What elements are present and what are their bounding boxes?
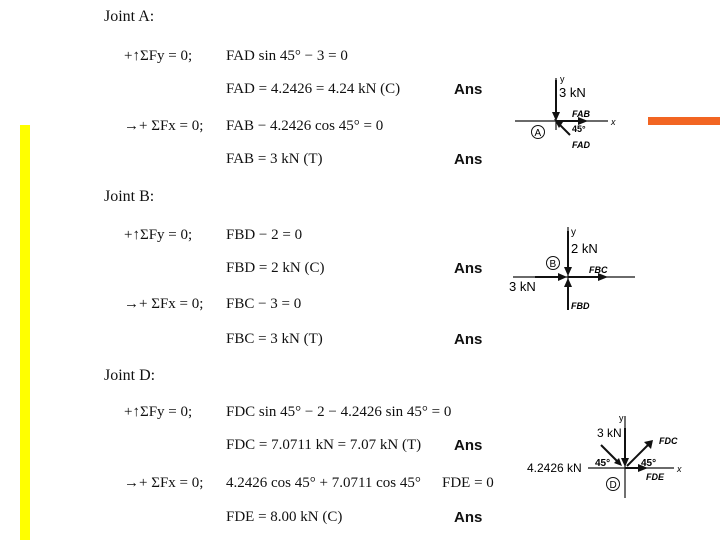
- joint-b-heading: Joint B:: [104, 188, 155, 205]
- joint-d-marker-label: D: [609, 480, 617, 491]
- joint-a-angle-label: 45°: [572, 124, 586, 134]
- joint-a-free-body-diagram: [510, 70, 620, 155]
- joint-a-fad-result: FAD = 4.2426 = 4.24 kN (C): [226, 81, 401, 97]
- joint-d-free-body-diagram: [522, 410, 692, 502]
- joint-d-fdc-label: FDC: [659, 436, 678, 446]
- joint-a-fab-ans: Ans: [454, 151, 483, 168]
- joint-b-y-label: y: [571, 227, 576, 238]
- joint-b-marker-label: B: [549, 259, 557, 270]
- joint-d-fx-condition: →+ ΣFx = 0;: [124, 475, 204, 491]
- joint-d-fde-result: FDE = 8.00 kN (C): [226, 509, 343, 525]
- joint-a-fab-label: FAB: [572, 109, 590, 119]
- joint-a-fx-condition: →+ ΣFx = 0;: [124, 118, 204, 134]
- joint-d-fde-label: FDE: [646, 472, 664, 482]
- joint-b-fy-condition: +↑ΣFy = 0;: [124, 227, 193, 243]
- joint-d-y-label: y: [619, 413, 624, 423]
- joint-a-heading: Joint A:: [104, 8, 155, 25]
- joint-b-fy-equation: FBD − 2 = 0: [226, 227, 303, 243]
- orange-accent-bar: [648, 117, 720, 125]
- joint-d-left-load-label: 4.2426 kN: [527, 461, 582, 475]
- joint-b-free-body-diagram: [505, 225, 640, 315]
- joint-d-load-label: 3 kN: [597, 426, 622, 440]
- joint-d-fdc-result: FDC = 7.0711 kN = 7.07 kN (T): [226, 437, 422, 453]
- joint-a-load-label: 3 kN: [559, 85, 586, 100]
- joint-d-fx-equation: 4.2426 cos 45° + 7.0711 cos 45°: [226, 475, 421, 491]
- joint-a-fad-label: FAD: [572, 140, 590, 150]
- joint-d-heading: Joint D:: [104, 367, 156, 384]
- joint-b-fbd-ans: Ans: [454, 260, 483, 277]
- joint-d-angle-left: 45°: [595, 458, 611, 469]
- joint-a-y-label: y: [560, 74, 565, 84]
- joint-d-fy-equation: FDC sin 45° − 2 − 4.2426 sin 45° = 0: [226, 404, 452, 420]
- joint-a-x-label: x: [611, 117, 616, 127]
- joint-b-load-label: 2 kN: [571, 241, 598, 256]
- joint-d-fde-ans: Ans: [454, 509, 483, 526]
- yellow-accent-bar: [20, 125, 30, 540]
- joint-d-fdc-ans: Ans: [454, 437, 483, 454]
- joint-a-fab-result: FAB = 3 kN (T): [226, 151, 323, 167]
- joint-a-fy-condition: +↑ΣFy = 0;: [124, 48, 193, 64]
- joint-b-left-load-label: 3 kN: [509, 279, 536, 294]
- joint-b-fbd-result: FBD = 2 kN (C): [226, 260, 325, 276]
- joint-b-fx-condition: →+ ΣFx = 0;: [124, 296, 204, 312]
- joint-b-fbc-result: FBC = 3 kN (T): [226, 331, 323, 347]
- joint-d-fy-condition: +↑ΣFy = 0;: [124, 404, 193, 420]
- joint-b-fbc-label: FBC: [589, 265, 608, 275]
- joint-d-x-label: x: [677, 464, 682, 474]
- joint-b-fbc-ans: Ans: [454, 331, 483, 348]
- joint-d-fx-equation-tail: FDE = 0: [442, 475, 494, 491]
- joint-a-fy-equation: FAD sin 45° − 3 = 0: [226, 48, 348, 64]
- joint-b-fbd-label: FBD: [571, 301, 590, 311]
- joint-a-fad-ans: Ans: [454, 81, 483, 98]
- joint-b-fx-equation: FBC − 3 = 0: [226, 296, 302, 312]
- joint-a-fx-equation: FAB − 4.2426 cos 45° = 0: [226, 118, 384, 134]
- joint-a-marker-label: A: [534, 128, 542, 139]
- joint-d-angle-right: 45°: [641, 458, 657, 469]
